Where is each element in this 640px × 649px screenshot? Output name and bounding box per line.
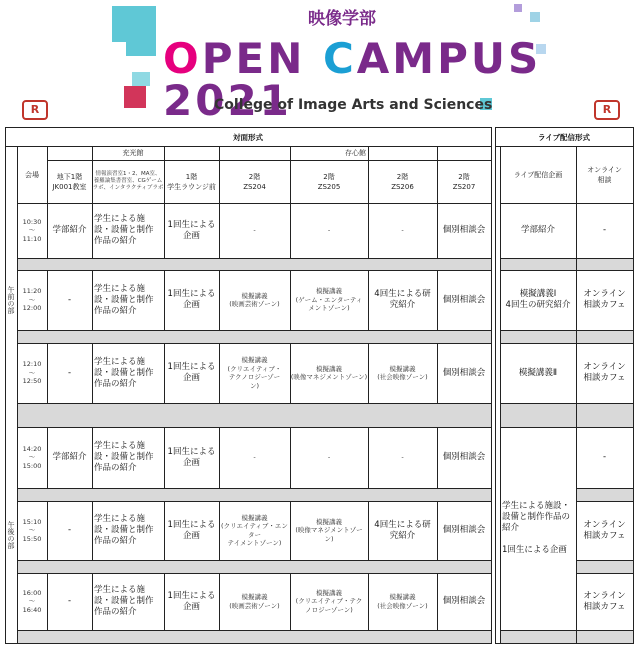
facility-tour-cell: 学生による施 設・設備と制作 作品の紹介	[94, 585, 154, 617]
room-header-r1: 地下1階 JK001教室	[52, 172, 87, 191]
online-consult-cell: オンライン 相談カフェ	[583, 362, 626, 383]
zs206-cell: 4回生による研 究紹介	[374, 289, 431, 310]
break-row	[577, 403, 633, 427]
time-slot: 10:30 〜 11:10	[22, 217, 42, 243]
zs205-cell: 模擬講義 (映像マネジメントゾーン)	[290, 364, 368, 381]
grid-line	[576, 560, 634, 561]
zs204-cell: 模擬講義 (映画芸術ゾーン)	[229, 593, 280, 610]
grid-line	[491, 127, 492, 644]
title-part-3: C	[322, 34, 357, 83]
jk001-cell: -	[67, 294, 72, 305]
zs205-cell: -	[327, 453, 331, 462]
grid-line	[576, 330, 634, 331]
zs206-cell: 4回生による研 究紹介	[374, 519, 431, 541]
building-juko-header: 充光館	[122, 149, 144, 157]
zs205-cell: 模擬講義 (映像マネジメントゾー ン)	[295, 517, 363, 543]
grid-line	[17, 258, 492, 259]
grid-line	[500, 630, 576, 631]
morning-label: 午前の部	[7, 286, 15, 314]
zs207-cell: 個別相談会	[442, 596, 486, 606]
grid-line	[500, 403, 576, 404]
building-zonshin-header: 存心館	[345, 149, 366, 157]
break-row	[501, 330, 576, 343]
online-consult-cell: -	[602, 452, 607, 462]
grid-line	[633, 127, 634, 644]
online-consult-header: オンライン 相談	[587, 165, 622, 184]
afternoon-live-cell: 学生による施設・ 設備と制作作品の 紹介 1回生による企画	[502, 501, 571, 555]
live-plan-cell: 模擬講義Ⅱ	[518, 367, 558, 378]
time-slot: 12:10 〜 12:50	[22, 360, 42, 386]
first-year-plan-cell: 1回生による 企画	[167, 219, 216, 241]
break-row	[501, 258, 576, 270]
break-row	[501, 403, 576, 427]
grid-line	[495, 127, 496, 644]
grid-line	[17, 643, 492, 644]
grid-line	[576, 643, 634, 644]
first-year-plan-cell: 1回生による 企画	[167, 289, 216, 310]
zs207-cell: 個別相談会	[442, 367, 486, 378]
live-plan-cell: 学部紹介	[520, 225, 555, 235]
facility-tour-cell: 学生による施 設・設備と制作 作品の紹介	[94, 214, 154, 246]
online-consult-cell: -	[602, 225, 607, 235]
title-part-1: O	[163, 34, 202, 83]
onsite-section-title: 対面形式	[233, 132, 263, 142]
afternoon-label: 午後の部	[7, 521, 15, 549]
break-row	[577, 560, 633, 573]
room-header-r6: 2階 ZS206	[391, 172, 414, 191]
time-slot: 11:20 〜 12:00	[22, 287, 42, 313]
break-row	[577, 330, 633, 343]
grid-line	[500, 330, 576, 331]
right-badge-icon: R	[594, 100, 620, 120]
zs205-cell: -	[327, 226, 331, 235]
zs204-cell: 模擬講義 (クリエイティブ・ テクノロジーゾー ン)	[227, 356, 282, 390]
break-row	[18, 330, 491, 343]
online-consult-cell: オンライン 相談カフェ	[583, 289, 626, 310]
grid-line	[17, 403, 492, 404]
department-label: 映像学部	[308, 9, 376, 29]
zs204-cell: 模擬講義 (映画芸術ゾーン)	[229, 291, 280, 308]
grid-line	[576, 403, 634, 404]
zs206-cell: 模擬講義 (社会映像ゾーン)	[377, 364, 428, 381]
zs205-cell: 模擬講義 (クリエイティブ・テク ノロジーゾーン)	[295, 588, 363, 614]
venue-header: 会場	[25, 170, 39, 179]
online-consult-cell: オンライン 相談カフェ	[583, 519, 626, 541]
break-row	[577, 630, 633, 643]
jk001-cell: -	[67, 525, 72, 535]
live-plan-cell: 模擬講義Ⅰ 4回生の研究紹介	[505, 289, 571, 310]
grid-line	[17, 330, 492, 331]
first-year-plan-cell: 1回生による 企画	[167, 446, 216, 468]
zs205-cell: 模擬講義 (ゲーム・エンターティ メントゾーン)	[295, 287, 363, 313]
break-row	[577, 488, 633, 501]
zs207-cell: 個別相談会	[442, 525, 486, 535]
facility-tour-cell: 学生による施 設・設備と制作 作品の紹介	[94, 441, 154, 473]
live-section-title: ライブ配信形式	[537, 132, 591, 142]
jk001-cell: -	[67, 596, 72, 606]
time-slot: 14:20 〜 15:00	[22, 444, 42, 470]
grid-line	[500, 258, 576, 259]
zs206-cell: -	[401, 453, 404, 462]
live-plan-header: ライブ配信企画	[513, 170, 563, 179]
grid-line	[576, 630, 634, 631]
jk001-cell: -	[67, 367, 72, 378]
grid-line	[17, 560, 492, 561]
time-slot: 15:10 〜 15:50	[22, 517, 42, 543]
title-part-4: AMPUS	[356, 34, 542, 83]
zs204-cell: -	[253, 226, 256, 235]
grid-line	[17, 630, 492, 631]
jk001-cell: 学部紹介	[52, 452, 87, 462]
first-year-plan-cell: 1回生による 企画	[167, 362, 216, 383]
break-row	[18, 560, 491, 573]
break-row	[18, 403, 491, 427]
online-consult-cell: オンライン 相談カフェ	[583, 590, 626, 612]
first-year-plan-cell: 1回生による 企画	[167, 519, 216, 541]
time-slot: 16:00 〜 16:40	[22, 588, 42, 614]
grid-line	[576, 258, 634, 259]
grid-line	[17, 488, 492, 489]
break-row	[18, 488, 491, 501]
break-row	[18, 630, 491, 643]
break-row	[501, 630, 576, 643]
zs204-cell: -	[253, 453, 256, 462]
zs207-cell: 個別相談会	[442, 452, 486, 462]
zs207-cell: 個別相談会	[442, 294, 486, 305]
break-row	[18, 258, 491, 270]
grid-line	[576, 488, 634, 489]
room-header-r4: 2階 ZS204	[243, 172, 266, 191]
facility-tour-cell: 学生による施 設・設備と制作 作品の紹介	[94, 514, 154, 546]
break-row	[577, 258, 633, 270]
room-header-r2: 情報演習室1・2、MA室、 養羅論集書習室、CGゲーム ラボ、インタラクティブラボ	[92, 171, 164, 191]
facility-tour-cell: 学生による施 設・設備と制作 作品の紹介	[94, 283, 154, 316]
jk001-cell: 学部紹介	[52, 225, 87, 235]
zs207-cell: 個別相談会	[442, 225, 486, 235]
zs206-cell: 模擬講義 (社会映像ゾーン)	[377, 593, 428, 610]
left-badge-icon: R	[22, 100, 48, 120]
zs204-cell: 模擬講義 (クリエイティブ・エンター テイメントゾーン)	[221, 513, 288, 547]
room-header-r5: 2階 ZS205	[317, 172, 341, 191]
room-header-r7: 2階 ZS207	[452, 172, 476, 191]
room-header-r3: 1階 学生ラウンジ前	[167, 172, 216, 191]
first-year-plan-cell: 1回生による 企画	[167, 590, 216, 612]
college-subtitle: College of Image Arts and Sciences	[214, 97, 493, 113]
title-part-2: PEN	[201, 34, 323, 83]
facility-tour-cell: 学生による施 設・設備と制作 作品の紹介	[94, 356, 154, 389]
title-part-5: 2021	[163, 76, 292, 125]
zs206-cell: -	[401, 226, 404, 235]
